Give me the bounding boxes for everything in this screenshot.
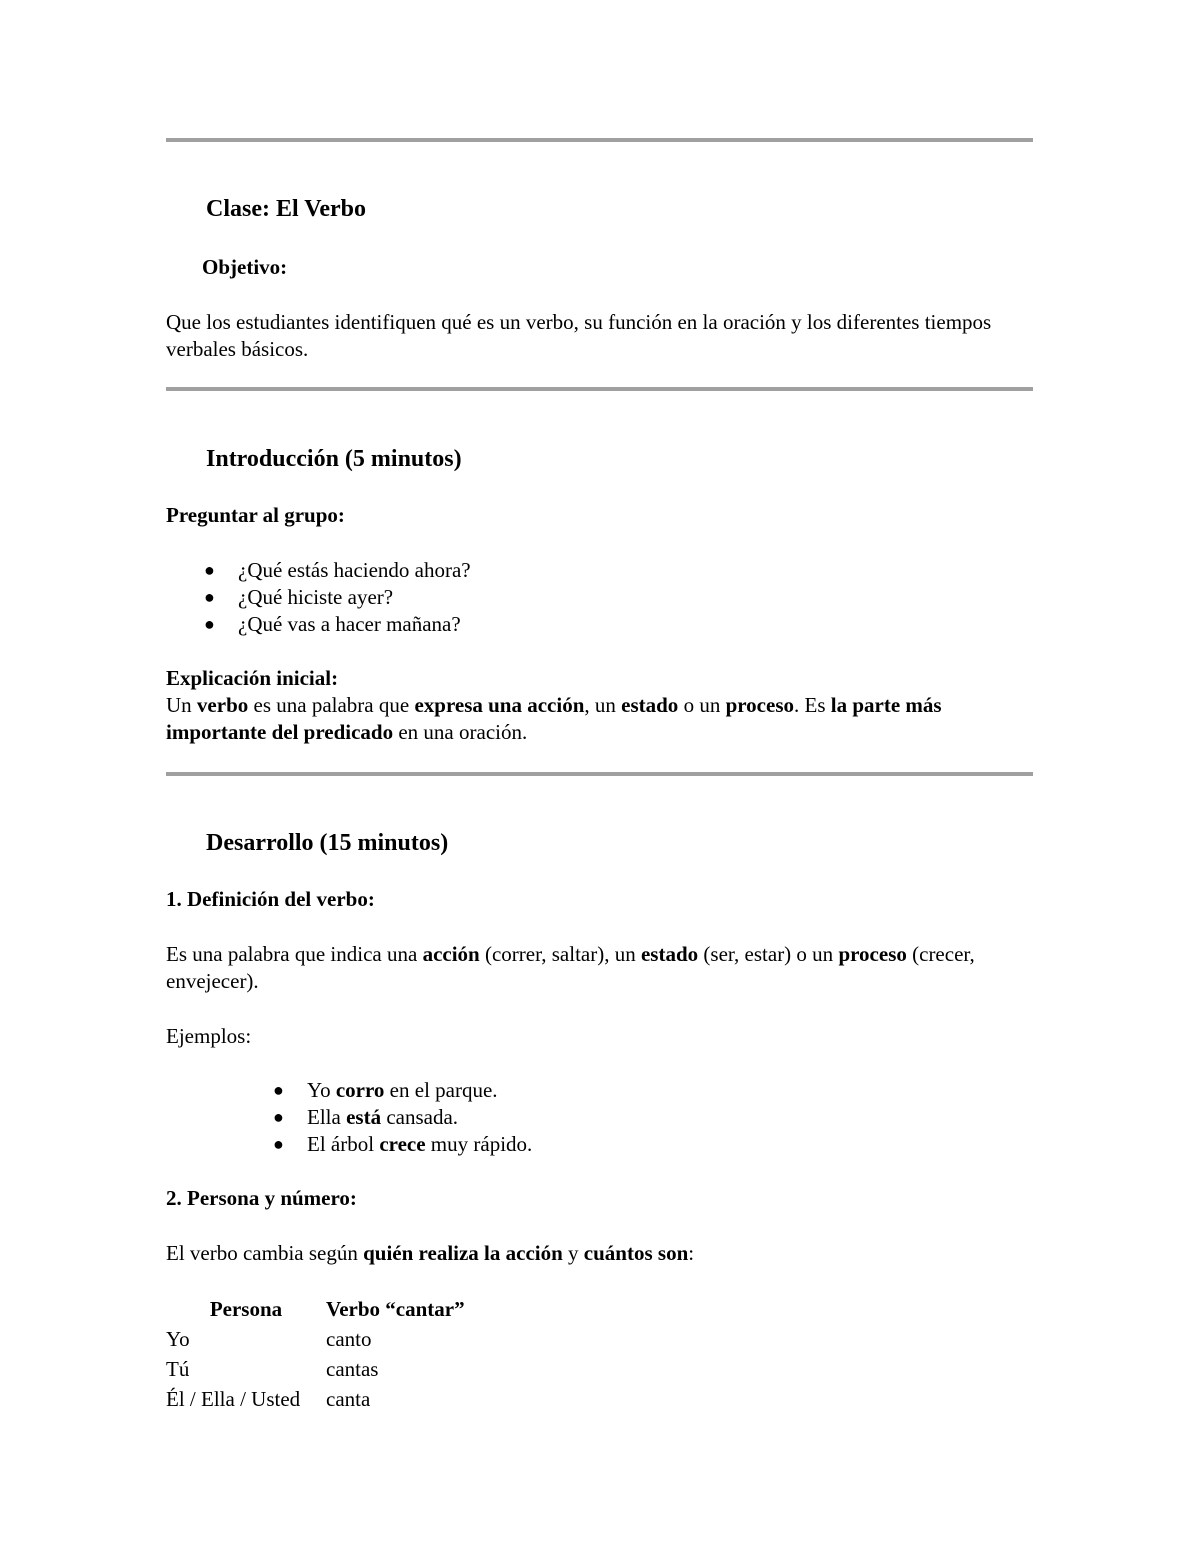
table-row: [166, 1354, 465, 1384]
table-row: [166, 1324, 465, 1354]
table-cell: canto: [326, 1327, 372, 1351]
ask-label: Preguntar al grupo:: [166, 503, 345, 527]
horizontal-rule: [166, 772, 1033, 776]
list-item: ● ¿Qué hiciste ayer?: [204, 585, 394, 609]
table-cell: canta: [326, 1387, 371, 1411]
conjugation-table: [166, 1294, 465, 1414]
intro-heading: Introducción (5 minutos): [206, 446, 462, 472]
table-cell: Tú: [166, 1357, 190, 1381]
column-header-persona: Persona: [209, 1297, 283, 1321]
bullet-icon: ●: [204, 614, 215, 634]
table-row: [166, 1384, 465, 1414]
column-header-verbo: Verbo “cantar”: [326, 1297, 465, 1321]
definition-label: 1. Definición del verbo:: [166, 887, 375, 911]
table-header-row: [166, 1294, 465, 1324]
list-item: ● Ella está cansada.: [273, 1105, 459, 1129]
person-label: 2. Persona y número:: [166, 1186, 357, 1210]
bullet-icon: ●: [273, 1107, 284, 1127]
explanation-label: Explicación inicial:: [166, 666, 339, 690]
list-item: ● ¿Qué vas a hacer mañana?: [204, 612, 461, 636]
objective-text: Que los estudiantes identifiquen qué es un verbo, su función en la oración y los diferentes tiempos verbales básicos.: [166, 310, 992, 361]
bullet-icon: ●: [204, 560, 215, 580]
definition-text: Es una palabra que indica una acción (correr, saltar), un estado (ser, estar) o un proceso (crecer, envejecer).: [166, 942, 975, 993]
page-title: Clase: El Verbo: [206, 196, 367, 222]
table-cell: Él / Ella / Usted: [166, 1387, 301, 1411]
list-item: ● ¿Qué estás haciendo ahora?: [204, 558, 471, 582]
objective-label: Objetivo:: [202, 255, 288, 279]
table-cell: Yo: [166, 1327, 190, 1351]
bullet-icon: ●: [204, 587, 215, 607]
table-cell: cantas: [326, 1357, 379, 1381]
bullet-icon: ●: [273, 1080, 284, 1100]
horizontal-rule: [166, 387, 1033, 391]
questions-list: [204, 557, 471, 638]
list-item: ● El árbol crece muy rápido.: [273, 1132, 533, 1156]
list-item: ● Yo corro en el parque.: [273, 1078, 498, 1102]
horizontal-rule: [166, 138, 1033, 142]
development-heading: Desarrollo (15 minutos): [206, 830, 449, 856]
person-text: El verbo cambia según quién realiza la acción y cuántos son:: [166, 1241, 695, 1265]
explanation-text: Un verbo es una palabra que expresa una acción, un estado o un proceso. Es la parte más importante del predicado en una oración.: [166, 693, 942, 744]
examples-list: [273, 1077, 533, 1158]
bullet-icon: ●: [273, 1134, 284, 1154]
examples-label: Ejemplos:: [166, 1024, 252, 1048]
